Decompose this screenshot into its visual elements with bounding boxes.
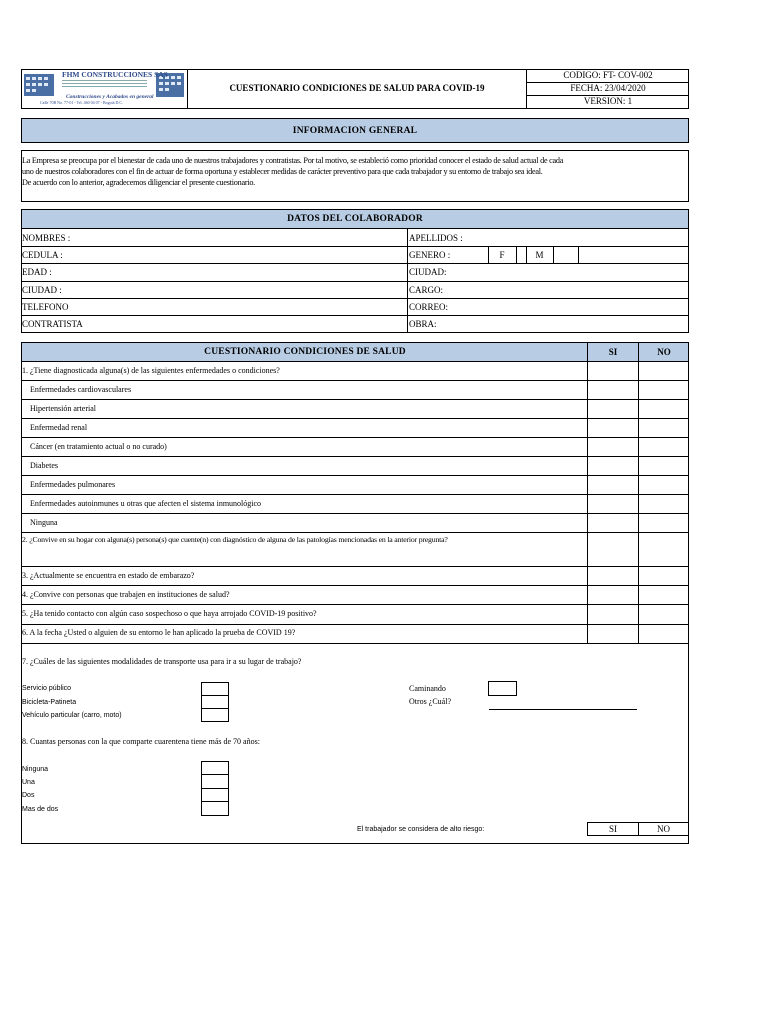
table-divider	[688, 644, 689, 844]
table-divider	[21, 843, 689, 844]
question-6: 6. A la fecha ¿Usted o alguien de su entorno le han aplicado la prueba de COVID 19?	[22, 628, 296, 637]
table-divider	[21, 532, 689, 533]
table-divider	[587, 362, 588, 644]
field-label-edad: EDAD :	[22, 267, 52, 277]
table-divider	[21, 475, 689, 476]
field-label-genero: GENERO :	[409, 250, 451, 260]
table-divider	[21, 513, 689, 514]
form-version: VERSION: 1	[583, 96, 633, 106]
column-si-header: SI	[608, 347, 618, 357]
field-label-ciudad-2: CIUDAD:	[409, 267, 447, 277]
field-label-cargo: CARGO:	[409, 285, 444, 295]
general-info-text: uno de nuestros colaboradores con el fin de actuar de forma oportuna y establecer medidas de carácter preventivo para que cada trabajador y su entorno de trabajo sea ideal.	[22, 167, 543, 176]
field-label-ciudad: CIUDAD :	[22, 285, 62, 295]
field-label-apellidos: APELLIDOS :	[409, 233, 463, 243]
transport-option-label: Vehículo particular (carro, moto)	[22, 712, 122, 719]
field-label-nombres: NOMBRES :	[22, 233, 71, 243]
table-divider	[21, 246, 689, 247]
table-divider	[21, 263, 689, 264]
table-divider	[21, 437, 689, 438]
people-option-label: Mas de dos	[22, 806, 59, 813]
table-divider	[516, 246, 517, 263]
transport-bike-checkbox[interactable]	[201, 695, 229, 709]
table-divider	[21, 298, 689, 299]
condition-item: Enfermedades cardiovasculares	[30, 385, 132, 394]
condition-item: Ninguna	[30, 518, 58, 527]
field-label-contratista: CONTRATISTA	[22, 319, 83, 329]
condition-item: Enfermedad renal	[30, 423, 88, 432]
health-heading-label: CUESTIONARIO CONDICIONES DE SALUD	[204, 347, 406, 357]
people-option-label: Dos	[22, 792, 35, 799]
table-divider	[21, 399, 689, 400]
gender-m-option[interactable]: M	[535, 250, 544, 260]
table-divider	[21, 566, 689, 567]
question-4: 4. ¿Convive con personas que trabajen en instituciones de salud?	[22, 590, 230, 599]
question-2: 2. ¿Convive en su hogar con alguna(s) persona(s) que cuente(n) con diagnóstico de alguna de las patologías mencionadas en la anterior pregunta?	[22, 535, 448, 544]
transport-other-label: Otros ¿Cuál?	[409, 697, 451, 706]
condition-item: Enfermedades autoinmunes u otras que afecten el sistema inmunológico	[30, 499, 262, 508]
table-divider	[578, 246, 579, 263]
table-divider	[21, 604, 689, 605]
table-divider	[21, 315, 689, 316]
table-divider	[553, 246, 554, 263]
people-more-checkbox[interactable]	[201, 801, 229, 816]
table-divider	[21, 380, 689, 381]
form-code: CODIGO: FT- COV-002	[563, 70, 653, 80]
table-divider	[21, 456, 689, 457]
question-1: 1. ¿Tiene diagnosticada alguna(s) de las siguientes enfermedades o condiciones?	[22, 366, 280, 375]
table-divider	[21, 624, 689, 625]
condition-item: Enfermedades pulmonares	[30, 480, 116, 489]
condition-item: Diabetes	[30, 461, 58, 470]
people-option-label: Una	[22, 779, 35, 786]
field-label-obra: OBRA:	[409, 319, 437, 329]
table-divider	[21, 585, 689, 586]
field-label-telefono: TELEFONO	[22, 302, 69, 312]
question-7: 7. ¿Cuáles de las siguientes modalidades de transporte usa para ir a su lugar de trabajo?	[22, 657, 302, 666]
risk-no-label: NO	[657, 824, 670, 834]
transport-option-label: Bicicleta-Patineta	[22, 699, 77, 706]
question-3: 3. ¿Actualmente se encuentra en estado de embarazo?	[22, 571, 195, 580]
header-divider	[21, 108, 689, 109]
general-info-heading: INFORMACION GENERAL	[21, 118, 689, 143]
people-one-checkbox[interactable]	[201, 774, 229, 789]
table-divider	[638, 362, 639, 644]
company-tagline: Construcciones y Acabados en general	[66, 94, 154, 100]
table-divider	[21, 281, 689, 282]
condition-item: Cáncer (en tratamiento actual o no curado)	[30, 442, 167, 451]
transport-walking-checkbox[interactable]	[488, 681, 517, 696]
general-info-text: La Empresa se preocupa por el bienestar de cada uno de nuestros trabajadores y contratistas. Por tal motivo, se estableció como prioridad conocer el estado de salud actual de cada	[22, 156, 564, 165]
condition-item: Hipertensión arterial	[30, 404, 96, 413]
transport-option-label: Servicio público	[22, 685, 72, 692]
collaborator-heading: DATOS DEL COLABORADOR	[21, 209, 689, 229]
company-address: Calle 70B No. 77-01 - Tel. 460 04 07 - Bogotá D.C.	[40, 100, 124, 105]
transport-walking-label: Caminando	[409, 684, 446, 693]
risk-label: El trabajador se considera de alto riesgo:	[357, 826, 485, 833]
table-divider	[21, 494, 689, 495]
field-label-correo: CORREO:	[409, 302, 449, 312]
table-divider	[21, 418, 689, 419]
transport-vehicle-checkbox[interactable]	[201, 708, 229, 722]
company-name: FHM CONSTRUCCIONES SAS	[62, 70, 168, 79]
transport-public-checkbox[interactable]	[201, 682, 229, 696]
general-info-text: De acuerdo con lo anterior, agradecemos diligenciar el presente cuestionario.	[22, 178, 255, 187]
field-label-cedula: CEDULA :	[22, 250, 63, 260]
form-date: FECHA: 23/04/2020	[570, 83, 646, 93]
risk-si-label: SI	[608, 824, 617, 834]
form-title: CUESTIONARIO CONDICIONES DE SALUD PARA COVID-19	[229, 83, 485, 93]
column-no-header: NO	[657, 347, 671, 357]
transport-other-input[interactable]	[489, 709, 637, 710]
gender-f-option[interactable]: F	[499, 250, 505, 260]
question-5: 5. ¿Ha tenido contacto con algún caso sospechoso o que haya arrojado COVID-19 positivo?	[22, 609, 317, 618]
question-8: 8. Cuantas personas con la que comparte cuarentena tiene más de 70 años:	[22, 737, 260, 746]
people-option-label: Ninguna	[22, 766, 49, 773]
